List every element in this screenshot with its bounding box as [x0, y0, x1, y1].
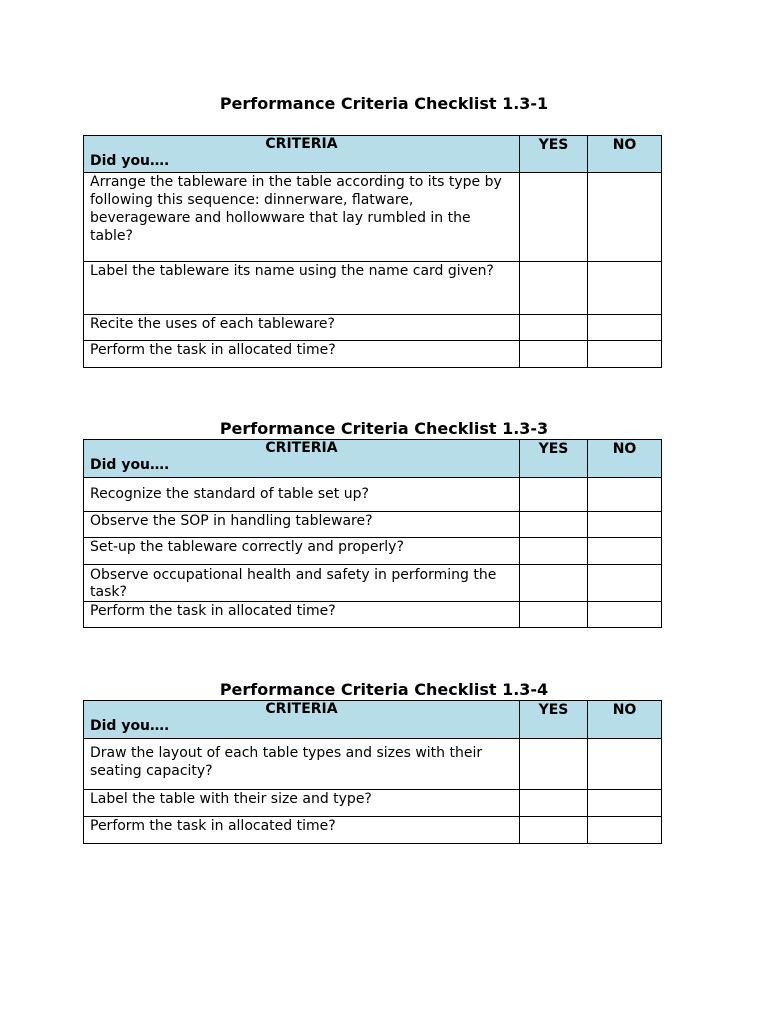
no-cell[interactable] — [588, 315, 662, 341]
no-cell[interactable] — [588, 512, 662, 538]
criteria-header — [84, 440, 520, 478]
criteria-label: CRITERIA — [265, 440, 338, 456]
criteria-text: Perform the task in allocated time? — [84, 341, 520, 368]
table-header-row — [84, 701, 662, 739]
criteria-text: Recite the uses of each tableware? — [84, 315, 520, 341]
no-cell[interactable] — [588, 341, 662, 368]
yes-cell[interactable] — [520, 478, 588, 512]
yes-cell[interactable] — [520, 739, 588, 790]
no-cell[interactable] — [588, 538, 662, 565]
table-row — [84, 790, 662, 817]
criteria-header — [84, 136, 520, 173]
did-you-label: Did you…. — [90, 457, 170, 473]
criteria-text: Recognize the standard of table set up? — [84, 478, 520, 512]
criteria-text: Draw the layout of each table types and sizes with their seating capacity? — [84, 739, 520, 790]
table-row — [84, 478, 662, 512]
table-header-row — [84, 440, 662, 478]
yes-cell[interactable] — [520, 790, 588, 817]
no-cell[interactable] — [588, 262, 662, 315]
no-cell[interactable] — [588, 739, 662, 790]
yes-cell[interactable] — [520, 315, 588, 341]
table-row — [84, 512, 662, 538]
yes-cell[interactable] — [520, 512, 588, 538]
checklist-title: Performance Criteria Checklist 1.3-1 — [219, 94, 549, 113]
yes-cell[interactable] — [520, 173, 588, 262]
no-cell[interactable] — [588, 790, 662, 817]
yes-cell[interactable] — [520, 262, 588, 315]
yes-cell[interactable] — [520, 817, 588, 844]
checklist-table — [83, 700, 662, 844]
table-row — [84, 315, 662, 341]
table-row — [84, 341, 662, 368]
no-header: NO — [588, 440, 662, 478]
yes-cell[interactable] — [520, 602, 588, 628]
did-you-label: Did you…. — [90, 153, 170, 169]
yes-cell[interactable] — [520, 538, 588, 565]
yes-header: YES — [520, 136, 588, 173]
no-cell[interactable] — [588, 173, 662, 262]
yes-header: YES — [520, 440, 588, 478]
table-row — [84, 173, 662, 262]
criteria-header — [84, 701, 520, 739]
criteria-text: Observe the SOP in handling tableware? — [84, 512, 520, 538]
criteria-text: Label the table with their size and type? — [84, 790, 520, 817]
checklist-title: Performance Criteria Checklist 1.3-3 — [219, 419, 549, 438]
criteria-text: Label the tableware its name using the name card given? — [84, 262, 520, 315]
table-row — [84, 565, 662, 602]
no-cell[interactable] — [588, 478, 662, 512]
criteria-label: CRITERIA — [265, 701, 338, 717]
table-row — [84, 602, 662, 628]
criteria-text: Perform the task in allocated time? — [84, 602, 520, 628]
criteria-text: Set-up the tableware correctly and properly? — [84, 538, 520, 565]
yes-cell[interactable] — [520, 341, 588, 368]
criteria-text: Perform the task in allocated time? — [84, 817, 520, 844]
table-row — [84, 538, 662, 565]
checklist-table — [83, 135, 662, 368]
table-row — [84, 739, 662, 790]
criteria-label: CRITERIA — [265, 136, 338, 152]
yes-header: YES — [520, 701, 588, 739]
no-cell[interactable] — [588, 602, 662, 628]
table-header-row — [84, 136, 662, 173]
no-header: NO — [588, 701, 662, 739]
checklist-table — [83, 439, 662, 628]
no-cell[interactable] — [588, 565, 662, 602]
criteria-text: Arrange the tableware in the table according to its type by following this sequence: dinnerware, flatware, beverageware and hollowware that lay rumbled in the table? — [84, 173, 520, 262]
yes-cell[interactable] — [520, 565, 588, 602]
criteria-text: Observe occupational health and safety in performing the task? — [84, 565, 520, 602]
table-row — [84, 817, 662, 844]
checklist-title: Performance Criteria Checklist 1.3-4 — [219, 680, 549, 699]
table-row — [84, 262, 662, 315]
no-cell[interactable] — [588, 817, 662, 844]
no-header: NO — [588, 136, 662, 173]
did-you-label: Did you…. — [90, 718, 170, 734]
